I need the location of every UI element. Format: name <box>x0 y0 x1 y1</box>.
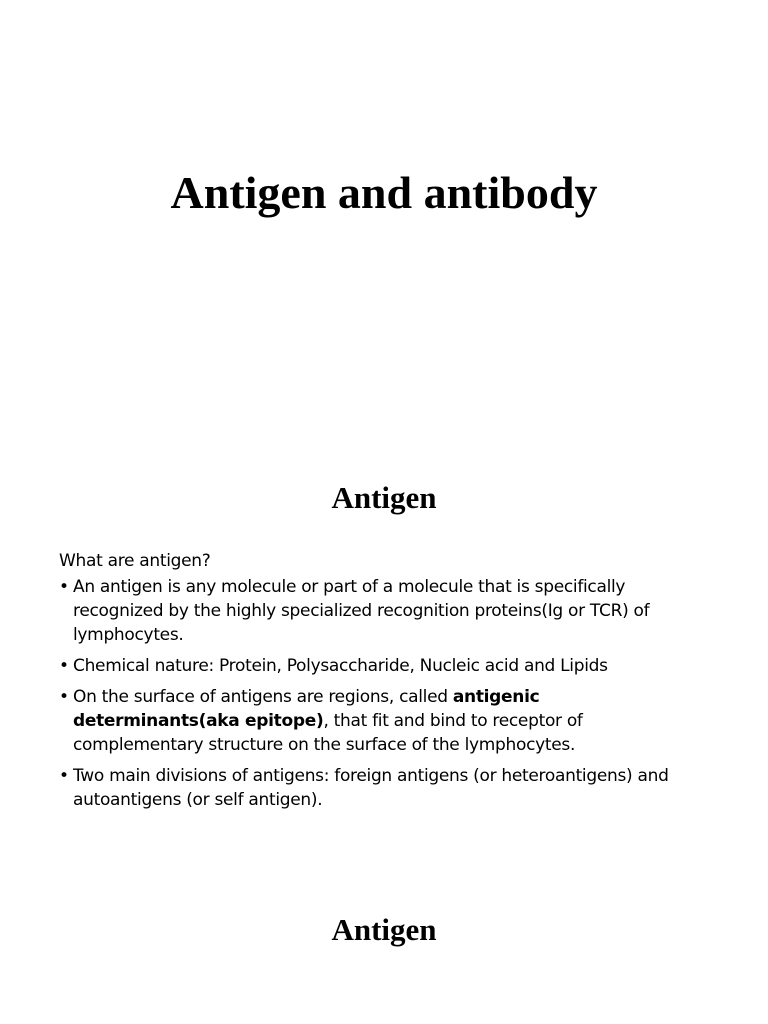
intro-question: What are antigen? <box>59 551 211 571</box>
bullet-icon: • <box>59 687 69 707</box>
bullet-icon: • <box>59 766 69 786</box>
bullet-list <box>59 575 709 812</box>
next-slide-title: Antigen <box>331 912 437 947</box>
bullet-icon: • <box>59 577 69 597</box>
antigen-content <box>59 549 709 819</box>
bullet-text-bold: antigenic determinants(aka epitope) <box>73 687 540 731</box>
bullet-item-divisions <box>59 764 709 812</box>
slide-title: Antigen and antibody <box>170 167 598 218</box>
bullet-item-chemical-nature <box>59 654 709 678</box>
bullet-text: An antigen is any molecule or part of a molecule that is specifically recognized by the highly specialized recognition proteins(Ig or TCR) of lymphocytes. <box>73 577 650 645</box>
bullet-text-post: , that fit and bind to receptor of complementary structure on the surface of the lymphocytes. <box>73 711 583 755</box>
bullet-text: Two main divisions of antigens: foreign antigens (or heteroantigens) and autoantigens (or self antigen). <box>73 766 669 810</box>
bullet-text-pre: On the surface of antigens are regions, called <box>73 687 453 707</box>
bullet-text: Chemical nature: Protein, Polysaccharide, Nucleic acid and Lipids <box>73 656 608 676</box>
bullet-item-determinants <box>59 685 709 757</box>
section-title-antigen: Antigen <box>331 480 437 515</box>
bullet-item-definition <box>59 575 709 647</box>
bullet-icon: • <box>59 656 69 676</box>
